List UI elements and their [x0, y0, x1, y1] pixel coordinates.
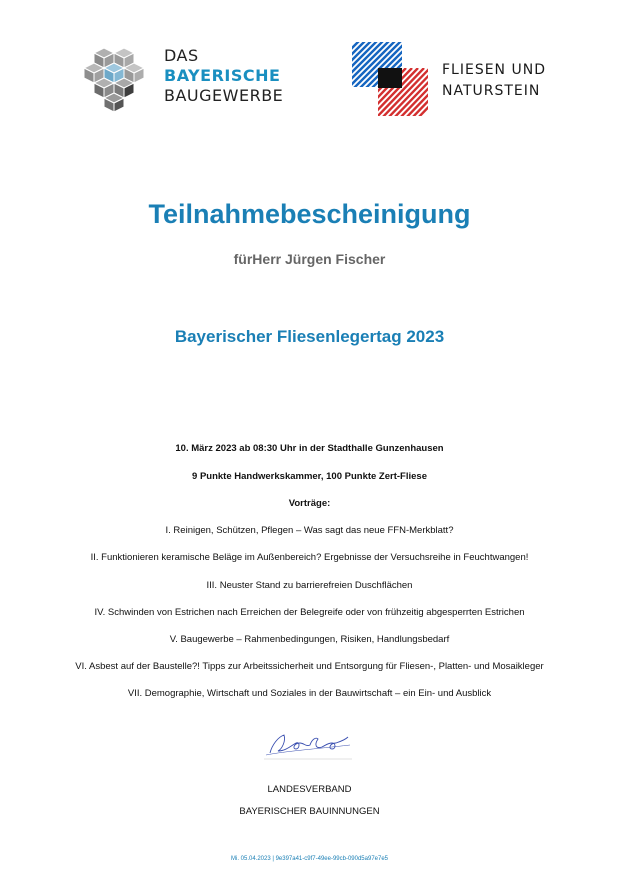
talk-item: IV. Schwinden von Estrichen nach Erreichen der Belegreife oder von frühzeitig abgesperrten Estrichen [94, 607, 525, 618]
striped-square-icon [350, 40, 430, 120]
talk-item: V. Baugewerbe – Rahmenbedingungen, Risiken, Handlungsbedarf [169, 634, 450, 645]
logo-left-line2: BAYERISCHE [164, 66, 281, 85]
logo-right-line1: FLIESEN UND [442, 62, 546, 78]
date-location: 10. März 2023 ab 08:30 Uhr in der Stadthalle Gunzenhausen [175, 443, 444, 454]
talk-item: III. Neuster Stand zu barrierefreien Duschflächen [206, 580, 413, 591]
points-info: 9 Punkte Handwerkskammer, 100 Punkte Zert-Fliese [192, 471, 427, 482]
event-name: Bayerischer Fliesenlegertag 2023 [174, 327, 445, 346]
logo-right-line2: NATURSTEIN [442, 83, 541, 99]
talk-item: I. Reinigen, Schützen, Pflegen – Was sagt das neue FFN-Merkblatt? [165, 525, 454, 536]
cube-cluster-icon [82, 44, 162, 114]
signature-image [256, 715, 356, 767]
bayerische-baugewerbe-logo [82, 44, 282, 114]
logo-left-line1: DAS [164, 46, 199, 65]
certificate-title: Teilnahmebescheinigung [148, 199, 471, 229]
logo-left-line3: BAUGEWERBE [164, 86, 284, 105]
footer-id: Mi. 05.04.2023 | 9e397a41-c9f7-49ee-99cb-090d5a97e7e5 [230, 856, 389, 862]
baugewerbe-wordmark [164, 46, 283, 106]
naturstein-wordmark [442, 60, 546, 102]
talk-item: VII. Demographie, Wirtschaft und Soziales in der Bauwirtschaft – ein Ein- und Ausblick [127, 688, 492, 699]
talks-heading: Vorträge: [288, 498, 331, 509]
talk-item: VI. Asbest auf der Baustelle?! Tipps zur Arbeitssicherheit und Entsorgung für Fliesen-, Platten- und Mosaikleger [75, 661, 544, 672]
fliesen-naturstein-logo [350, 40, 570, 120]
signatory-line1: LANDESVERBAND [267, 784, 352, 795]
talk-item: II. Funktionieren keramische Beläge im Außenbereich? Ergebnisse der Versuchsreihe in Feuchtwangen! [90, 552, 529, 563]
recipient-name: fürHerr Jürgen Fischer [233, 251, 386, 267]
signatory-line2: BAYERISCHER BAUINNUNGEN [239, 806, 380, 817]
